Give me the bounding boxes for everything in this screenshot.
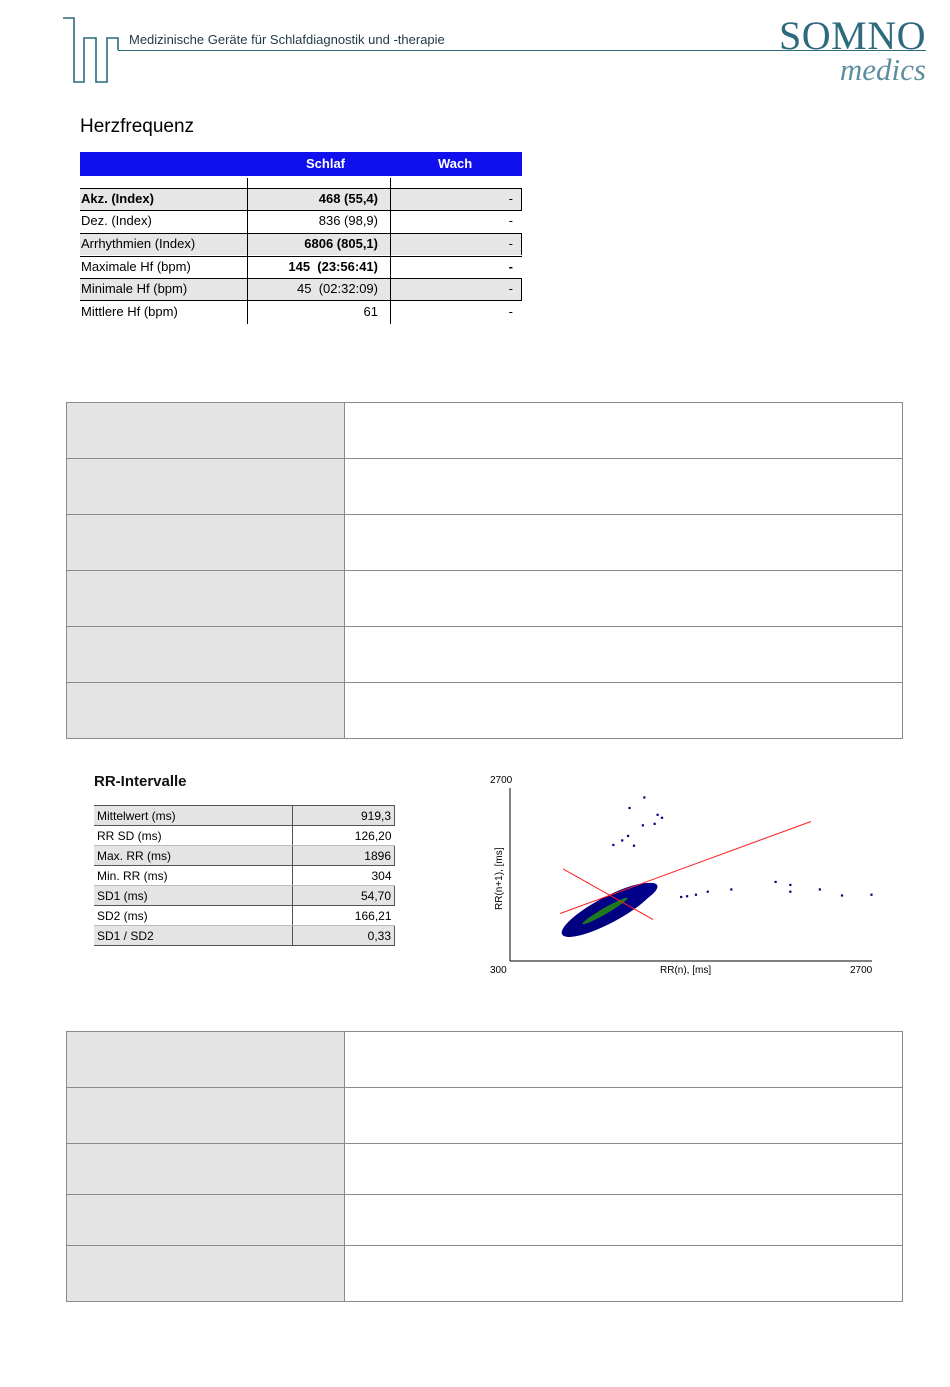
note-row	[67, 1144, 903, 1195]
scatter-point	[775, 881, 777, 883]
scatter-point	[789, 884, 791, 886]
note-label-cell	[67, 515, 345, 571]
note-row	[67, 571, 903, 627]
note-value-cell[interactable]	[345, 683, 903, 739]
note-value-cell[interactable]	[345, 1144, 903, 1195]
wake-value: -	[508, 191, 513, 206]
table-row	[80, 233, 522, 255]
scatter-point	[695, 894, 697, 896]
rr-value: 166,21	[293, 906, 395, 926]
rr-label: RR SD (ms)	[94, 826, 293, 846]
notes-table-2	[66, 1031, 903, 1302]
wake-value: -	[508, 304, 513, 319]
rr-intervals-title: RR-Intervalle	[94, 773, 187, 790]
table-row	[94, 906, 395, 926]
note-label-cell	[67, 1246, 345, 1302]
poincare-plot	[480, 770, 880, 980]
column-wake: Wach	[438, 156, 473, 171]
note-row	[67, 515, 903, 571]
note-label-cell	[67, 627, 345, 683]
rr-value: 126,20	[293, 826, 395, 846]
header-tagline: Medizinische Geräte für Schlafdiagnostik und -therapie	[129, 32, 445, 47]
row-label: Minimale Hf (bpm)	[81, 281, 188, 296]
outlier-points	[612, 796, 872, 898]
sleep-value: 6806 (805,1)	[304, 236, 378, 251]
scatter-point	[654, 823, 656, 825]
column-divider	[521, 278, 522, 300]
note-row	[67, 403, 903, 459]
sleep-value: 61	[363, 304, 378, 319]
heart-rate-title: Herzfrequenz	[80, 116, 195, 137]
rr-value: 919,3	[293, 806, 395, 826]
note-label-cell	[67, 1032, 345, 1088]
rr-label: SD1 (ms)	[94, 886, 293, 906]
scatter-point	[661, 817, 663, 819]
brand-somno: SOMNO	[779, 13, 926, 58]
scatter-point	[819, 888, 821, 890]
scatter-point	[628, 807, 630, 809]
note-row	[67, 1088, 903, 1144]
table-row	[94, 846, 395, 866]
sleep-value: 45 (02:32:09)	[297, 281, 378, 296]
note-value-cell[interactable]	[345, 1088, 903, 1144]
x-tick-label: 300	[490, 965, 507, 976]
rr-intervals-table	[94, 805, 395, 946]
scatter-point	[657, 814, 659, 816]
wake-value: -	[508, 259, 513, 274]
note-label-cell	[67, 571, 345, 627]
brand-medics: medics	[839, 52, 926, 87]
column-divider	[247, 178, 248, 324]
wake-value: -	[508, 213, 513, 228]
rr-label: SD2 (ms)	[94, 906, 293, 926]
regression-line	[560, 821, 811, 913]
note-value-cell[interactable]	[345, 571, 903, 627]
row-label: Mittlere Hf (bpm)	[81, 304, 178, 319]
note-value-cell[interactable]	[345, 515, 903, 571]
note-value-cell[interactable]	[345, 403, 903, 459]
wake-value: -	[508, 236, 513, 251]
note-label-cell	[67, 1144, 345, 1195]
row-label: Arrhythmien (Index)	[81, 236, 196, 251]
rr-value: 0,33	[293, 926, 395, 946]
x-tick-label: 2700	[850, 965, 873, 976]
scatter-point	[686, 895, 688, 897]
scatter-point	[730, 888, 732, 890]
note-row	[67, 459, 903, 515]
rr-label: Max. RR (ms)	[94, 846, 293, 866]
y-axis-label: RR(n+1), [ms]	[494, 847, 505, 910]
scatter-point	[789, 891, 791, 893]
rr-label: Min. RR (ms)	[94, 866, 293, 886]
scatter-point	[643, 796, 645, 798]
notes-table-1	[66, 402, 903, 739]
note-value-cell[interactable]	[345, 459, 903, 515]
row-divider	[80, 210, 522, 211]
note-row	[67, 1195, 903, 1246]
column-divider	[521, 233, 522, 255]
note-label-cell	[67, 1195, 345, 1246]
table-row	[80, 256, 522, 278]
table-row	[94, 806, 395, 826]
rr-value: 54,70	[293, 886, 395, 906]
note-label-cell	[67, 403, 345, 459]
note-row	[67, 1246, 903, 1302]
sleep-value: 468 (55,4)	[318, 191, 378, 206]
row-divider	[80, 233, 522, 234]
y-axis-ticks	[490, 775, 513, 786]
wake-value: -	[508, 281, 513, 296]
point-cloud	[556, 874, 661, 946]
rr-label: SD1 / SD2	[94, 926, 293, 946]
sleep-value: 836 (98,9)	[318, 213, 378, 228]
note-row	[67, 1032, 903, 1088]
rr-value: 1896	[293, 846, 395, 866]
note-row	[67, 627, 903, 683]
y-tick-label: 2700	[490, 775, 513, 786]
row-divider	[80, 300, 522, 301]
scatter-point	[621, 839, 623, 841]
heart-rate-header	[80, 152, 522, 176]
column-divider	[390, 178, 391, 324]
scatter-point	[633, 845, 635, 847]
row-label: Dez. (Index)	[81, 213, 152, 228]
plot-area	[490, 775, 873, 976]
row-divider	[80, 256, 522, 257]
note-value-cell[interactable]	[345, 1032, 903, 1088]
table-row	[80, 210, 522, 232]
table-row	[94, 926, 395, 946]
row-divider	[80, 278, 522, 279]
table-row	[94, 866, 395, 886]
table-row	[80, 278, 522, 300]
row-divider	[80, 188, 522, 189]
scatter-point	[642, 824, 644, 826]
column-sleep: Schlaf	[306, 156, 346, 171]
scatter-point	[680, 896, 682, 898]
note-label-cell	[67, 1088, 345, 1144]
sleep-value: 145 (23:56:41)	[288, 259, 378, 274]
rr-label: Mittelwert (ms)	[94, 806, 293, 826]
column-divider	[521, 188, 522, 210]
row-label: Maximale Hf (bpm)	[81, 259, 191, 274]
table-row	[80, 188, 522, 210]
scatter-point	[612, 844, 614, 846]
note-label-cell	[67, 683, 345, 739]
scatter-point	[707, 891, 709, 893]
scatter-point	[870, 894, 872, 896]
x-axis-label: RR(n), [ms]	[660, 965, 712, 976]
note-row	[67, 683, 903, 739]
scatter-point	[627, 835, 629, 837]
table-row	[94, 826, 395, 846]
note-label-cell	[67, 459, 345, 515]
table-row	[94, 886, 395, 906]
rr-value: 304	[293, 866, 395, 886]
scatter-point	[841, 894, 843, 896]
table-row	[80, 301, 522, 323]
note-value-cell[interactable]	[345, 627, 903, 683]
note-value-cell[interactable]	[345, 1195, 903, 1246]
row-label: Akz. (Index)	[81, 191, 154, 206]
note-value-cell[interactable]	[345, 1246, 903, 1302]
